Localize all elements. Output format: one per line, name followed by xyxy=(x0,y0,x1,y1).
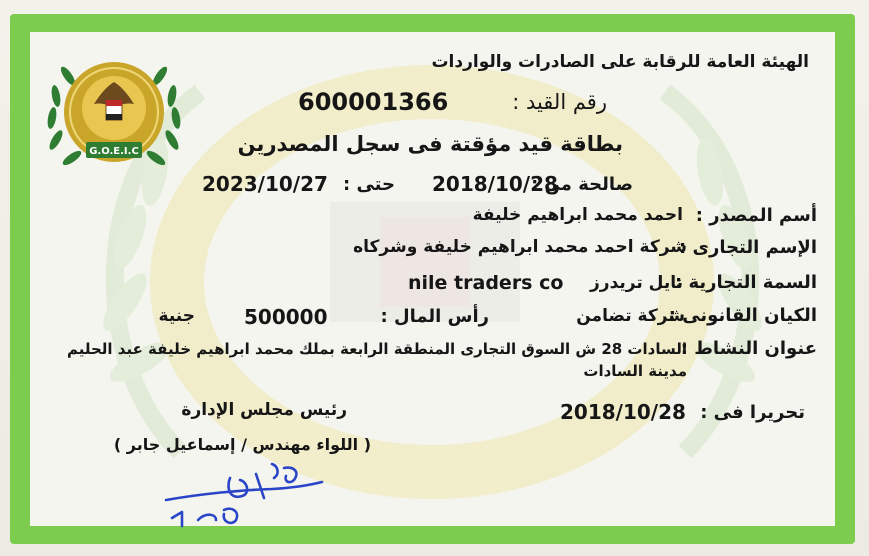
registration-number: 600001366 xyxy=(298,88,449,116)
valid-from-label: صالحة من : xyxy=(531,174,633,195)
legal-entity-label: الكيان القانونى : xyxy=(668,305,817,326)
chairman-signature xyxy=(160,456,340,532)
trade-name-value: شركة احمد محمد ابراهيم خليفة وشركاه xyxy=(353,237,687,257)
issued-label: تحريرا فى : xyxy=(700,402,805,423)
chairman-title: رئيس مجلس الإدارة xyxy=(181,400,347,420)
chairman-name: ( اللواء مهندس / إسماعيل جابر ) xyxy=(113,435,371,454)
address-line-1: السادات 28 ش السوق التجارى المنطقة الرابعة بملك محمد ابراهيم خليفة عبد الحليم xyxy=(66,340,687,358)
registration-label: رقم القيد : xyxy=(512,90,607,114)
exporter-name: احمد محمد ابراهيم خليفة xyxy=(472,205,683,225)
capital-currency: جنية xyxy=(158,306,195,326)
valid-from-date: 2018/10/28 xyxy=(432,172,558,196)
issued-date: 2018/10/28 xyxy=(560,400,686,424)
brand-value-arabic: نايل تريدرز xyxy=(590,273,683,293)
address-label: عنوان النشاط : xyxy=(680,338,817,359)
exporter-label: أسم المصدر : xyxy=(695,205,817,226)
valid-to-label: حتى : xyxy=(343,174,395,195)
brand-label: السمة التجارية : xyxy=(674,272,817,293)
address-line-2: مدينة السادات xyxy=(583,362,687,380)
card-title: بطاقة قيد مؤقتة فى سجل المصدرين xyxy=(237,132,623,156)
legal-entity-value: شركة تضامن xyxy=(576,306,685,326)
authority-name: الهيئة العامة للرقابة على الصادرات والواردات xyxy=(431,52,809,72)
capital-label: رأس المال : xyxy=(380,306,489,327)
trade-name-label: الإسم التجارى : xyxy=(679,237,817,258)
brand-value-english: nile traders co xyxy=(408,272,564,294)
authority-seal-emblem xyxy=(42,52,186,180)
capital-value: 500000 xyxy=(244,305,328,329)
valid-to-date: 2023/10/27 xyxy=(202,172,328,196)
svg-text:G.O.E.I.C: G.O.E.I.C xyxy=(89,146,139,157)
